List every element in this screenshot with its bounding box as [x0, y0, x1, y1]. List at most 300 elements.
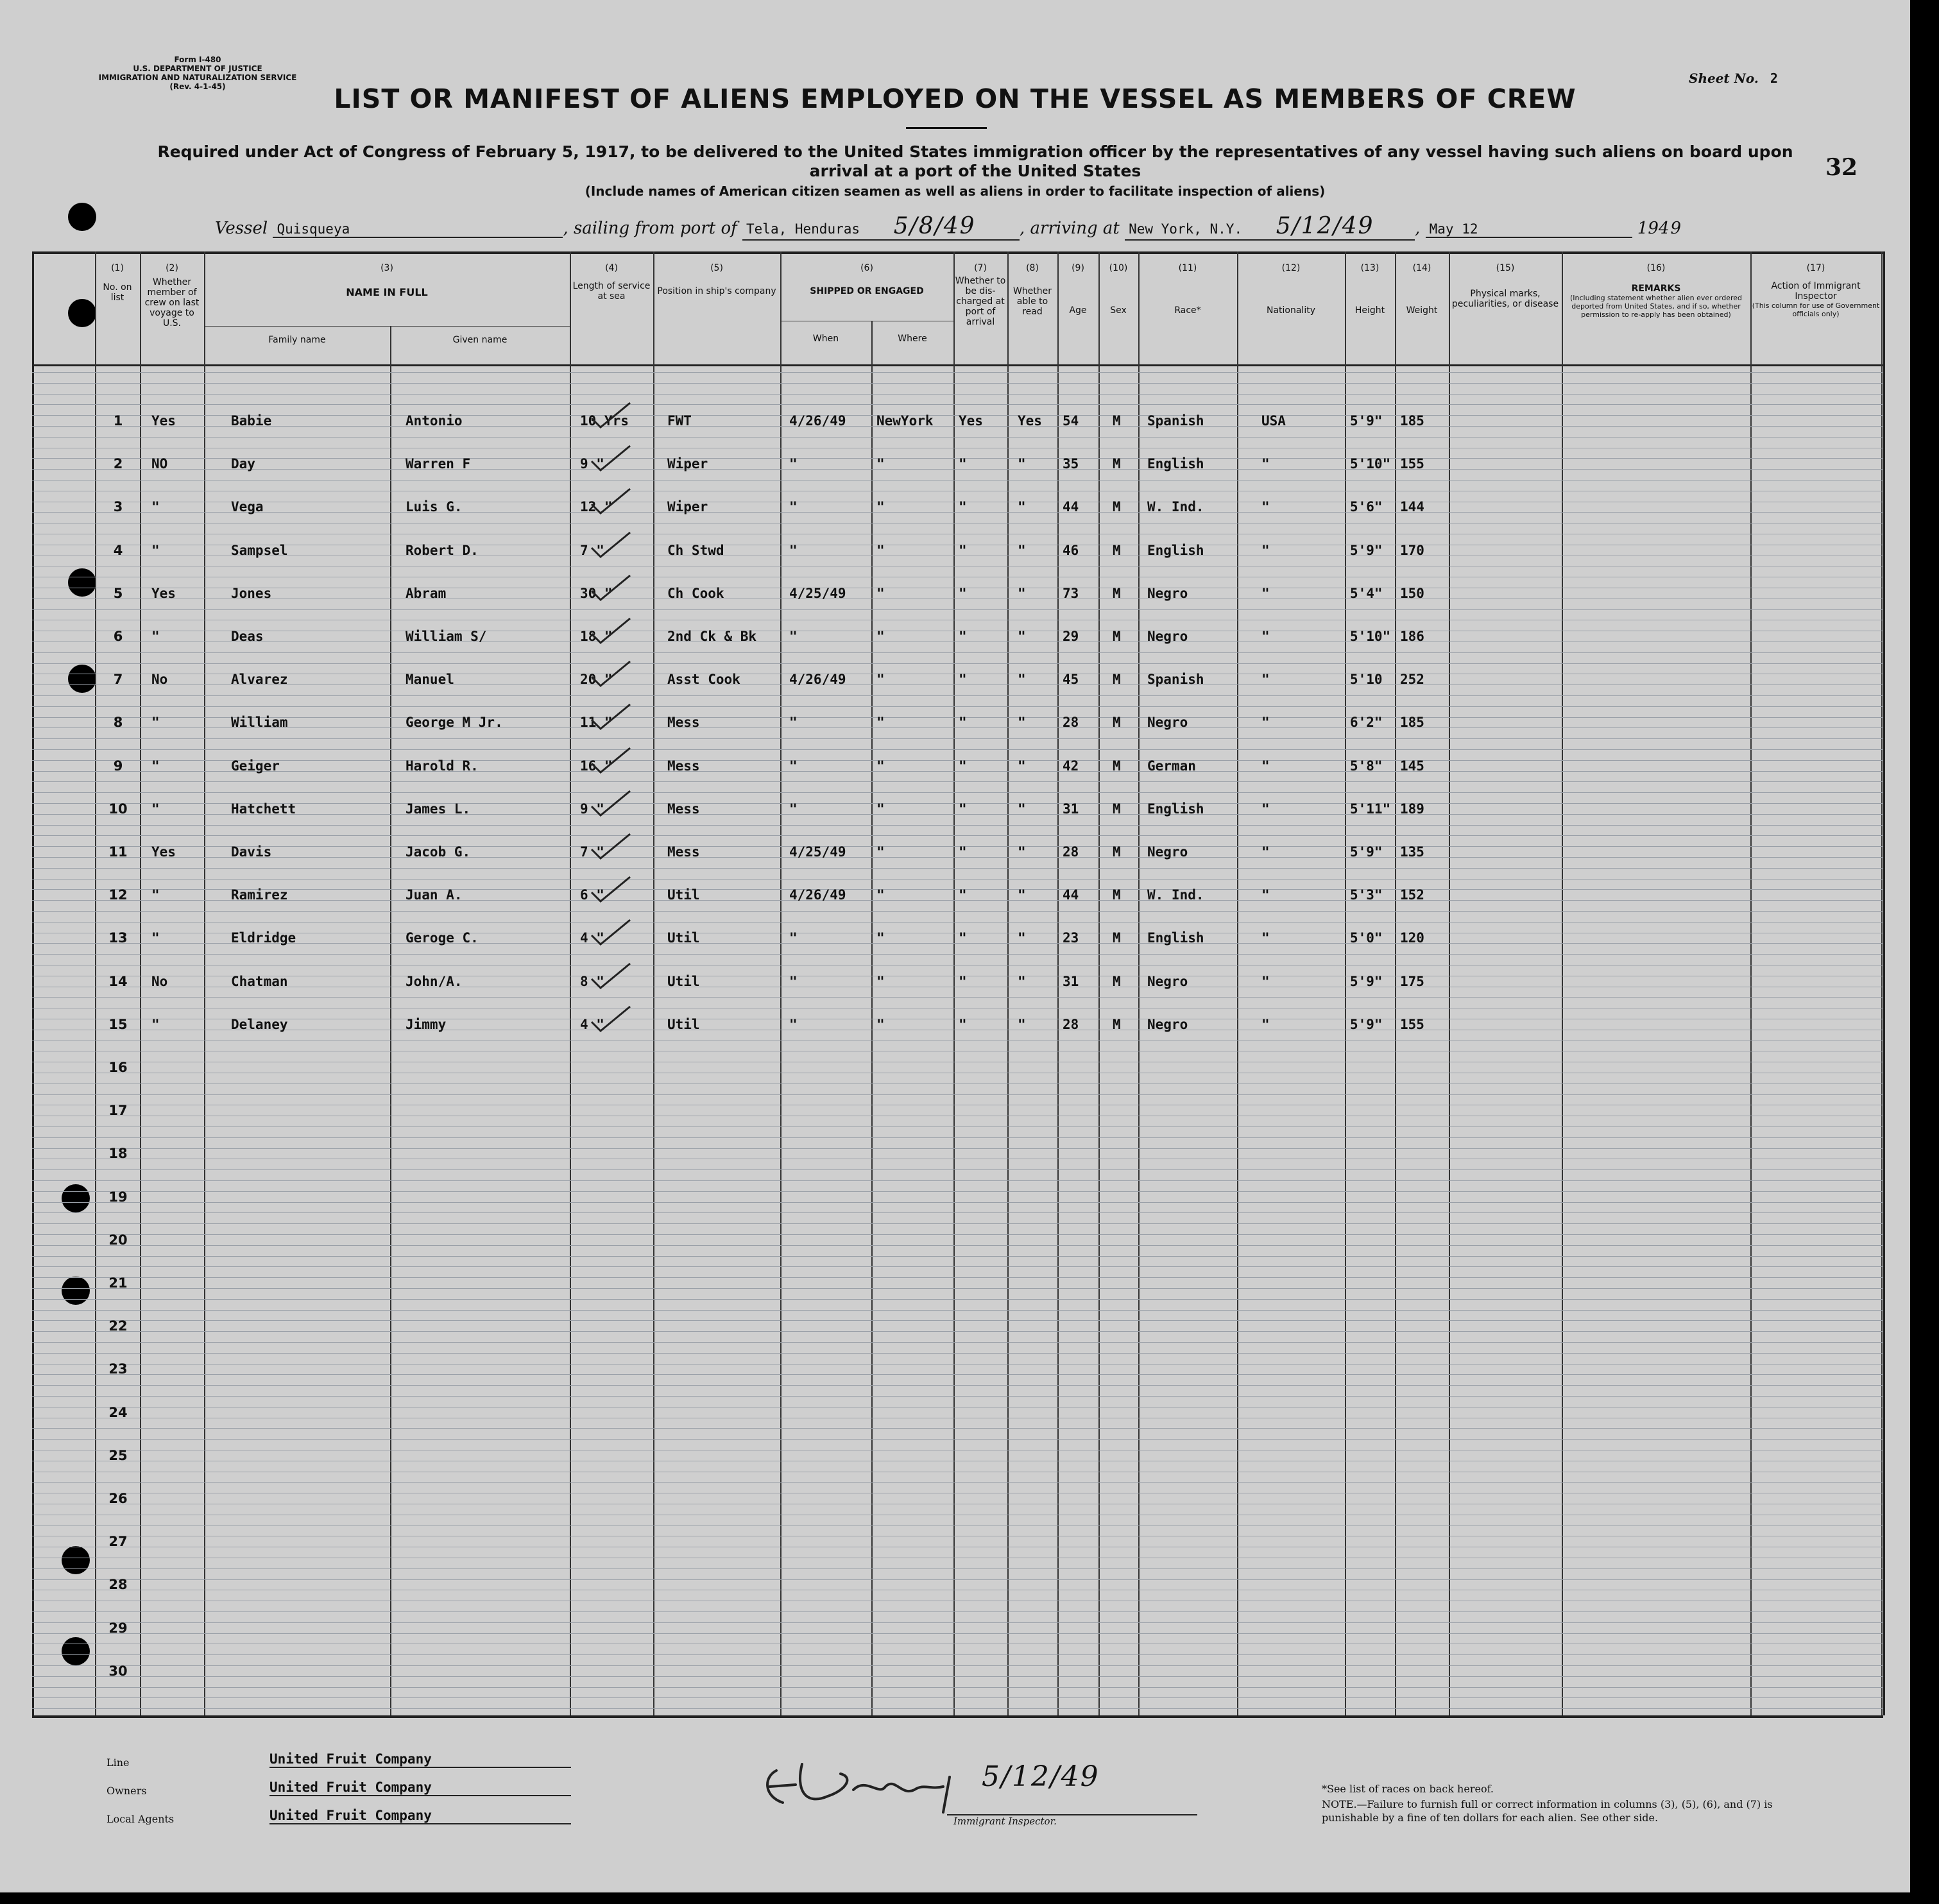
- given-name-cell: Luis G.: [406, 499, 463, 514]
- check-mark: [589, 787, 634, 819]
- ruled-line: [32, 792, 1883, 793]
- nationality-cell: ": [1261, 499, 1270, 514]
- row-number: 23: [108, 1361, 128, 1377]
- year-suffix: 49: [1658, 219, 1683, 238]
- row-number: 3: [113, 499, 123, 514]
- weight-cell: 155: [1400, 1017, 1424, 1032]
- family-name-header: Family name: [268, 335, 326, 345]
- service-cell: 16 ": [580, 758, 613, 774]
- position-cell: Wiper: [667, 499, 708, 514]
- shipped-where-cell: ": [876, 887, 885, 903]
- age-cell: 28: [1063, 1017, 1079, 1032]
- able-to-read-cell: ": [1018, 672, 1026, 687]
- shipped-where-cell: ": [876, 543, 885, 558]
- ruled-line: [32, 1482, 1883, 1483]
- position-cell: Util: [667, 1017, 700, 1032]
- able-to-read-cell: ": [1018, 758, 1026, 774]
- weight-cell: 252: [1400, 672, 1424, 687]
- position-cell: Mess: [667, 715, 700, 730]
- check-mark: [589, 916, 634, 948]
- position-cell: Util: [667, 930, 700, 946]
- col6-header: [780, 263, 953, 296]
- ruled-line: [32, 1148, 1883, 1149]
- height-cell: 5'4": [1350, 586, 1383, 601]
- race-cell: W. Ind.: [1147, 499, 1204, 514]
- row-number: 27: [108, 1534, 128, 1549]
- position-cell: Mess: [667, 801, 700, 817]
- height-cell: 5'0": [1350, 930, 1383, 946]
- row-number: 6: [113, 629, 123, 644]
- shipped-when-cell: ": [789, 974, 798, 989]
- ruled-line: [32, 1266, 1883, 1267]
- col11-header: [1138, 263, 1237, 316]
- row-number: 9: [113, 758, 123, 774]
- sex-cell: M: [1113, 629, 1121, 644]
- sex-cell: M: [1113, 413, 1121, 429]
- nationality-cell: ": [1261, 801, 1270, 817]
- ruled-line: [32, 954, 1883, 955]
- column-divider: [1345, 251, 1346, 1715]
- weight-cell: 155: [1400, 456, 1424, 472]
- ruled-line: [32, 749, 1883, 750]
- able-to-read-cell: ": [1018, 586, 1026, 601]
- ruled-line: [32, 781, 1883, 782]
- column-divider: [871, 321, 873, 1715]
- ruled-line: [32, 1439, 1883, 1440]
- col16-num: (16): [1646, 263, 1666, 273]
- position-cell: FWT: [667, 413, 692, 429]
- given-name-cell: William S/: [406, 629, 487, 644]
- last-voyage-cell: Yes: [151, 586, 176, 601]
- given-name-cell: Warren F: [406, 456, 471, 472]
- col16-label: REMARKS: [1631, 284, 1681, 294]
- ruled-line: [32, 1288, 1883, 1289]
- sex-cell: M: [1113, 499, 1121, 514]
- age-cell: 31: [1063, 801, 1079, 817]
- col1-label: No. on list: [103, 282, 132, 303]
- col8-label: Whether able to read: [1012, 286, 1052, 317]
- able-to-read-cell: Yes: [1018, 413, 1042, 429]
- when-header: When: [812, 334, 839, 344]
- weight-cell: 189: [1400, 801, 1424, 817]
- nationality-cell: ": [1261, 629, 1270, 644]
- service-cell: 6 ": [580, 887, 604, 903]
- ruled-line: [32, 1428, 1883, 1429]
- nationality-cell: ": [1261, 586, 1270, 601]
- ruled-line: [32, 458, 1883, 459]
- col12-header: [1237, 263, 1345, 316]
- column-divider: [1237, 251, 1238, 1715]
- able-to-read-cell: ": [1018, 456, 1026, 472]
- nationality-cell: USA: [1261, 413, 1286, 429]
- nationality-cell: ": [1261, 974, 1270, 989]
- ruled-line: [32, 1396, 1883, 1397]
- sex-cell: M: [1113, 672, 1121, 687]
- service-cell: 7 ": [580, 543, 604, 558]
- margin-number: 32: [1825, 154, 1858, 181]
- ruled-line: [32, 437, 1883, 438]
- column-divider: [1057, 251, 1059, 1715]
- col15-label: Physical marks, peculiarities, or disease: [1451, 289, 1559, 309]
- table-left-rule: [32, 251, 34, 1715]
- col8-header: [1007, 263, 1057, 317]
- shipped-where-cell: ": [876, 629, 885, 644]
- discharged-cell: ": [959, 844, 967, 860]
- shipped-when-cell: ": [789, 629, 798, 644]
- race-cell: English: [1147, 456, 1204, 472]
- service-cell: 20 ": [580, 672, 613, 687]
- row-number: 28: [108, 1577, 128, 1592]
- col7-header: [953, 263, 1007, 327]
- ruled-line: [32, 738, 1883, 739]
- discharged-cell: ": [959, 499, 967, 514]
- table-top-rule: [32, 251, 1883, 254]
- given-name-cell: Jacob G.: [406, 844, 471, 860]
- ruled-line: [32, 803, 1883, 804]
- col12-label: Nationality: [1266, 305, 1315, 316]
- ruled-line: [32, 609, 1883, 610]
- col2-label: Whether member of crew on last voyage to U.S.: [144, 277, 200, 328]
- last-voyage-cell: NO: [151, 456, 168, 472]
- inspector-signature: [757, 1751, 975, 1822]
- row-number: 20: [108, 1232, 128, 1248]
- table-bottom-rule: [32, 1715, 1883, 1718]
- shipped-when-cell: ": [789, 930, 798, 946]
- col17-sub: (This column for use of Government officials only): [1752, 302, 1880, 318]
- check-mark: [589, 830, 634, 862]
- nationality-cell: ": [1261, 543, 1270, 558]
- ruled-line: [32, 426, 1883, 427]
- family-name-cell: Sampsel: [231, 543, 288, 558]
- last-voyage-cell: Yes: [151, 413, 176, 429]
- family-name-cell: William: [231, 715, 288, 730]
- ruled-line: [32, 1353, 1883, 1354]
- ruled-line: [32, 1708, 1883, 1709]
- col2-header: [140, 263, 204, 328]
- ruled-line: [32, 1331, 1883, 1332]
- able-to-read-cell: ": [1018, 543, 1026, 558]
- service-cell: 12 ": [580, 499, 613, 514]
- ruled-line: [32, 846, 1883, 847]
- ruled-line: [32, 879, 1883, 880]
- sex-cell: M: [1113, 456, 1121, 472]
- given-name-cell: Jimmy: [406, 1017, 447, 1032]
- sex-cell: M: [1113, 1017, 1121, 1032]
- row-number: 12: [108, 887, 128, 903]
- row-number: 22: [108, 1318, 128, 1334]
- page-title: LIST OR MANIFEST OF ALIENS EMPLOYED ON THE VESSEL AS MEMBERS OF CREW: [334, 83, 1576, 114]
- able-to-read-cell: ": [1018, 1017, 1026, 1032]
- family-name-cell: Babie: [231, 413, 272, 429]
- position-cell: Asst Cook: [667, 672, 740, 687]
- last-voyage-cell: ": [151, 499, 160, 514]
- sailing-label: , sailing from port of: [563, 219, 737, 238]
- ruled-line: [32, 1665, 1883, 1666]
- punch-hole: [68, 568, 96, 597]
- column-divider: [1750, 251, 1752, 1715]
- col6-label: SHIPPED OR ENGAGED: [810, 286, 924, 296]
- check-mark: [589, 615, 634, 647]
- row-number: 29: [108, 1620, 128, 1636]
- ruled-line: [32, 706, 1883, 707]
- where-header: Where: [898, 334, 927, 344]
- ruled-line: [32, 900, 1883, 901]
- service-cell: 18 ": [580, 629, 613, 644]
- ruled-line: [32, 1191, 1883, 1192]
- service: IMMIGRATION AND NATURALIZATION SERVICE: [98, 73, 297, 82]
- sheet-number-value: 2: [1770, 71, 1778, 86]
- col5-label: Position in ship's company: [657, 286, 776, 296]
- ruled-line: [32, 1310, 1883, 1311]
- check-mark: [589, 658, 634, 690]
- sex-cell: M: [1113, 801, 1121, 817]
- row-number: 30: [108, 1663, 128, 1679]
- ruled-line: [32, 889, 1883, 890]
- height-cell: 5'9": [1350, 543, 1383, 558]
- shipped-where-cell: ": [876, 758, 885, 774]
- given-name-cell: Juan A.: [406, 887, 463, 903]
- sheet-number-label: Sheet No.: [1689, 71, 1759, 86]
- last-voyage-cell: ": [151, 543, 160, 558]
- ruled-line: [32, 1633, 1883, 1634]
- ruled-line: [32, 814, 1883, 815]
- col6-num: (6): [860, 263, 873, 273]
- given-name-cell: Geroge C.: [406, 930, 479, 946]
- ruled-line: [32, 1622, 1883, 1623]
- ruled-line: [32, 727, 1883, 728]
- col14-header: [1395, 263, 1449, 316]
- given-name-header: Given name: [452, 335, 508, 345]
- discharged-cell: ": [959, 715, 967, 730]
- col4-num: (4): [605, 263, 618, 273]
- column-divider: [1395, 251, 1396, 1715]
- weight-cell: 152: [1400, 887, 1424, 903]
- col9-label: Age: [1069, 305, 1087, 316]
- sex-cell: M: [1113, 758, 1121, 774]
- arrival-port: New York, N.Y.: [1129, 221, 1243, 237]
- height-cell: 5'9": [1350, 844, 1383, 860]
- race-cell: German: [1147, 758, 1196, 774]
- row-number: 21: [108, 1275, 128, 1291]
- race-cell: W. Ind.: [1147, 887, 1204, 903]
- penalty-note: NOTE.—Failure to furnish full or correct information in columns (3), (5), (6), and (7) is punishable by a fine of ten dollars for each alien. See other side.: [1322, 1798, 1773, 1824]
- ruled-line: [32, 469, 1883, 470]
- able-to-read-cell: ": [1018, 715, 1026, 730]
- ruled-line: [32, 1568, 1883, 1569]
- shipped-where-cell: ": [876, 715, 885, 730]
- position-cell: Mess: [667, 844, 700, 860]
- col13-label: Height: [1354, 305, 1385, 316]
- sex-cell: M: [1113, 974, 1121, 989]
- service-cell: 4 ": [580, 930, 604, 946]
- height-cell: 5'3": [1350, 887, 1383, 903]
- year-prefix: 19: [1637, 219, 1659, 238]
- shipped-where-cell: ": [876, 586, 885, 601]
- col10-header: [1098, 263, 1138, 316]
- punch-hole: [62, 1184, 90, 1212]
- col4-label: Length of service at sea: [572, 281, 651, 302]
- nationality-cell: ": [1261, 672, 1270, 687]
- age-cell: 31: [1063, 974, 1079, 989]
- weight-cell: 150: [1400, 586, 1424, 601]
- check-mark: [589, 873, 634, 905]
- nationality-cell: ": [1261, 844, 1270, 860]
- shipped-when-cell: ": [789, 543, 798, 558]
- family-name-cell: Hatchett: [231, 801, 296, 817]
- ruled-line: [32, 404, 1883, 405]
- col16-sub: (Including statement whether alien ever ordered deported from United States, and if so, whether permission to re-apply has been obtained): [1569, 294, 1742, 319]
- row-number: 26: [108, 1491, 128, 1506]
- given-name-cell: James L.: [406, 801, 471, 817]
- col16-header: [1562, 263, 1750, 319]
- shipped-where-cell: ": [876, 499, 885, 514]
- check-mark: [589, 399, 634, 431]
- ruled-line: [32, 684, 1883, 685]
- race-cell: Spanish: [1147, 413, 1204, 429]
- sailing-date: 5/8/49: [893, 213, 976, 239]
- arriving-label: , arriving at: [1020, 219, 1120, 238]
- col10-num: (10): [1109, 263, 1128, 273]
- age-cell: 73: [1063, 586, 1079, 601]
- column-divider: [1098, 251, 1100, 1715]
- ruled-line: [32, 1342, 1883, 1343]
- col2-num: (2): [166, 263, 178, 273]
- nationality-cell: ": [1261, 758, 1270, 774]
- given-name-cell: Harold R.: [406, 758, 479, 774]
- last-voyage-cell: No: [151, 672, 168, 687]
- shipped-when-cell: ": [789, 1017, 798, 1032]
- age-cell: 28: [1063, 715, 1079, 730]
- ruled-line: [32, 760, 1883, 761]
- ruled-line: [32, 663, 1883, 664]
- ruled-line: [32, 1320, 1883, 1321]
- family-name-cell: Geiger: [231, 758, 280, 774]
- nationality-cell: ": [1261, 930, 1270, 946]
- position-cell: Util: [667, 974, 700, 989]
- given-name-cell: George M Jr.: [406, 715, 503, 730]
- shipped-where-cell: ": [876, 930, 885, 946]
- signature-date: 5/12/49: [982, 1760, 1100, 1793]
- col5-header: [653, 263, 780, 296]
- arrival-date: 5/12/49: [1276, 213, 1374, 239]
- height-cell: 6'2": [1350, 715, 1383, 730]
- service-cell: 30 ": [580, 586, 613, 601]
- discharged-cell: ": [959, 586, 967, 601]
- discharged-cell: ": [959, 801, 967, 817]
- ruled-line: [32, 1169, 1883, 1170]
- family-name-cell: Eldridge: [231, 930, 296, 946]
- col4-header: [570, 263, 653, 302]
- last-voyage-cell: Yes: [151, 844, 176, 860]
- col9-num: (9): [1072, 263, 1084, 273]
- agents-label: Local Agents: [107, 1813, 175, 1825]
- age-cell: 42: [1063, 758, 1079, 774]
- race-cell: Negro: [1147, 629, 1188, 644]
- ruled-line: [32, 943, 1883, 944]
- service-cell: 10 Yrs: [580, 413, 629, 429]
- shipped-where-cell: ": [876, 1017, 885, 1032]
- discharged-cell: ": [959, 543, 967, 558]
- vessel-name: Quisqueya: [273, 221, 563, 238]
- column-divider: [953, 251, 955, 1715]
- discharged-cell: ": [959, 672, 967, 687]
- ruled-line: [32, 1374, 1883, 1375]
- ruled-line: [32, 695, 1883, 696]
- age-cell: 44: [1063, 887, 1079, 903]
- last-voyage-cell: ": [151, 1017, 160, 1032]
- shipped-when-cell: 4/25/49: [789, 586, 846, 601]
- column-divider: [1562, 251, 1563, 1715]
- shipped-when-cell: ": [789, 499, 798, 514]
- race-cell: Negro: [1147, 844, 1188, 860]
- height-cell: 5'11": [1350, 801, 1391, 817]
- races-note: *See list of races on back hereof.: [1322, 1783, 1494, 1795]
- service-cell: 11 ": [580, 715, 613, 730]
- service-cell: 4 ": [580, 1017, 604, 1032]
- age-cell: 23: [1063, 930, 1079, 946]
- able-to-read-cell: ": [1018, 930, 1026, 946]
- height-cell: 5'9": [1350, 413, 1383, 429]
- col3-num: (3): [380, 263, 393, 273]
- subtitle: Required under Act of Congress of February 5, 1917, to be delivered to the United States immigration officer by the representatives of any vessel having such aliens on board upon arrival at a port of the United States: [157, 142, 1793, 180]
- ruled-line: [32, 997, 1883, 998]
- race-cell: English: [1147, 543, 1204, 558]
- height-cell: 5'9": [1350, 974, 1383, 989]
- vessel-line: Vessel Quisqueya , sailing from port of Tela, Henduras 5/8/49 , arriving at New York, N.Y. 5/12/49 , May 12 1949: [215, 213, 1683, 239]
- punch-hole: [62, 1277, 90, 1305]
- header-bottom-rule: [32, 364, 1883, 366]
- shipped-when-cell: ": [789, 801, 798, 817]
- ruled-line: [32, 1579, 1883, 1580]
- punch-hole: [62, 1637, 90, 1665]
- row-number: 4: [113, 543, 123, 558]
- inspector-caption: Immigrant Inspector.: [947, 1814, 1197, 1827]
- check-mark: [589, 572, 634, 604]
- ruled-line: [32, 857, 1883, 858]
- age-cell: 35: [1063, 456, 1079, 472]
- position-cell: Ch Cook: [667, 586, 724, 601]
- position-cell: Ch Stwd: [667, 543, 724, 558]
- nationality-cell: ": [1261, 887, 1270, 903]
- nationality-cell: ": [1261, 1017, 1270, 1032]
- height-cell: 5'6": [1350, 499, 1383, 514]
- col12-num: (12): [1281, 263, 1301, 273]
- row-number: 18: [108, 1146, 128, 1161]
- family-name-cell: Ramirez: [231, 887, 288, 903]
- col1-header: [95, 263, 140, 303]
- discharged-cell: ": [959, 758, 967, 774]
- title-rule: [906, 127, 987, 129]
- last-voyage-cell: ": [151, 758, 160, 774]
- line-value: United Fruit Company: [269, 1751, 571, 1768]
- owners-value: United Fruit Company: [269, 1780, 571, 1796]
- discharged-cell: ": [959, 1017, 967, 1032]
- sailing-port: Tela, Henduras: [746, 221, 860, 237]
- column-divider: [570, 251, 571, 1715]
- able-to-read-cell: ": [1018, 499, 1026, 514]
- ruled-line: [32, 1094, 1883, 1095]
- check-mark: [589, 701, 634, 733]
- ruled-line: [32, 415, 1883, 416]
- column-divider: [1449, 251, 1450, 1715]
- ruled-line: [32, 1277, 1883, 1278]
- check-mark: [589, 960, 634, 992]
- weight-cell: 144: [1400, 499, 1424, 514]
- ruled-line: [32, 868, 1883, 869]
- ruled-line: [32, 394, 1883, 395]
- col7-num: (7): [974, 263, 987, 273]
- service-cell: 7 ": [580, 844, 604, 860]
